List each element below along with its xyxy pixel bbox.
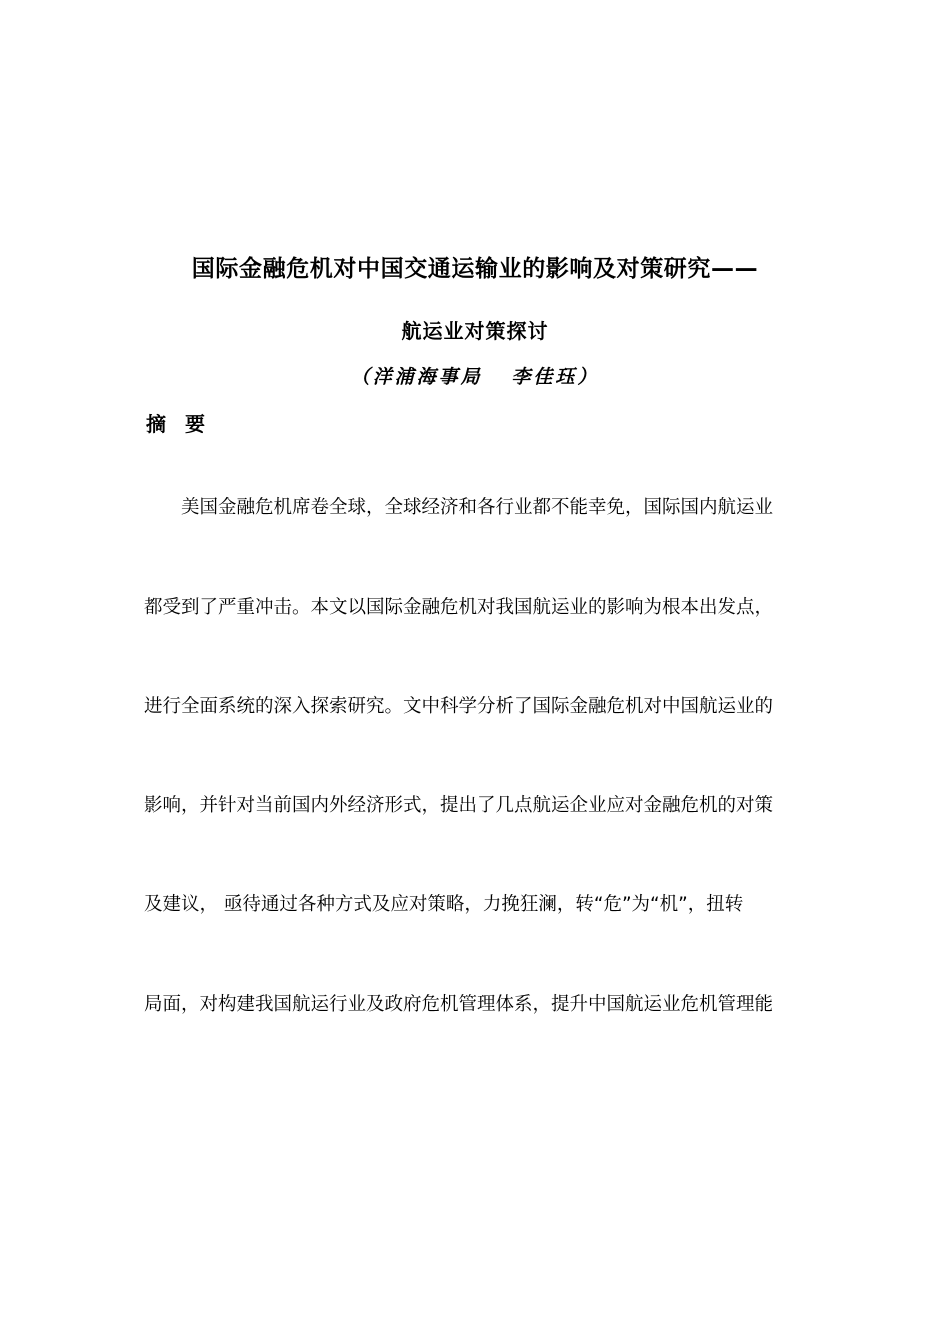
abstract-line: 及建议， 亟待通过各种方式及应对策略，力挽狂澜，转“危”为“机”，扭转 bbox=[144, 894, 744, 915]
abstract-line: 影响，并针对当前国内外经济形式，提出了几点航运企业应对金融危机的对策 bbox=[144, 795, 774, 816]
abstract-line: 都受到了严重冲击。本文以国际金融危机对我国航运业的影响为根本出发点， bbox=[144, 597, 774, 618]
abstract-line: 局面，对构建我国航运行业及政府危机管理体系，提升中国航运业危机管理能 bbox=[144, 994, 774, 1015]
abstract-line: 美国金融危机席卷全球，全球经济和各行业都不能幸免，国际国内航运业 bbox=[181, 497, 774, 518]
abstract-line: 进行全面系统的深入探索研究。文中科学分析了国际金融危机对中国航运业的 bbox=[144, 696, 774, 717]
document-subtitle: 航运业对策探讨 bbox=[401, 319, 549, 343]
author-line: （洋浦海事局 李佳珏） bbox=[350, 366, 600, 388]
document-title: 国际金融危机对中国交通运输业的影响及对策研究—— bbox=[191, 256, 759, 282]
abstract-heading: 摘 要 bbox=[146, 412, 211, 436]
